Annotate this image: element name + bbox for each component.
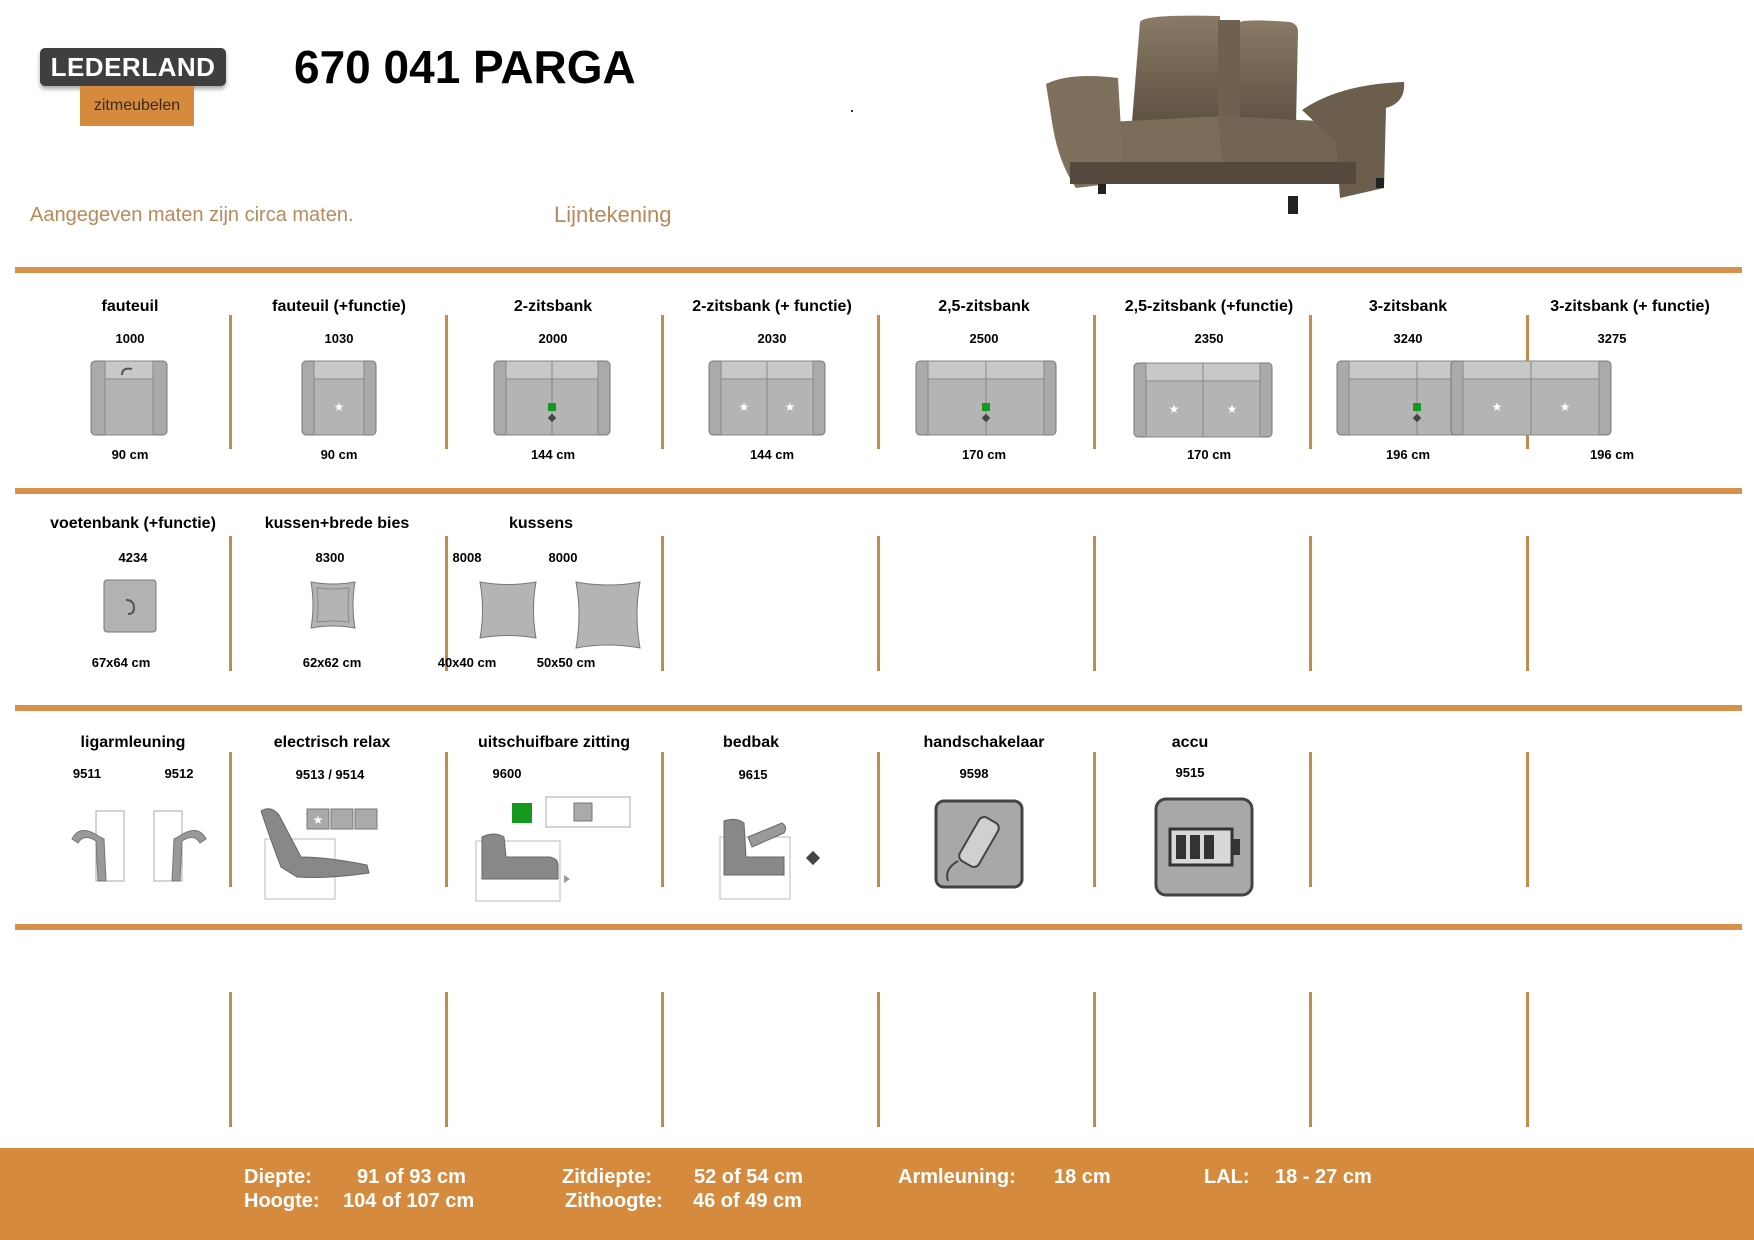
- item-accu[interactable]: [1095, 731, 1309, 901]
- seat-depth-label: Zitdiepte:: [562, 1166, 652, 1188]
- item-label: fauteuil: [101, 298, 159, 315]
- item-code: 2030: [757, 331, 787, 346]
- battery-icon: [1154, 797, 1254, 897]
- item-label: bedbak: [722, 734, 779, 751]
- depth-value: 91 of 93 cm: [357, 1166, 466, 1188]
- item-2-zitsbank[interactable]: [446, 295, 660, 465]
- item-width: 196 cm: [1589, 447, 1635, 462]
- column-divider: [1526, 752, 1529, 887]
- item-code: 9515: [1175, 765, 1205, 780]
- item-code: 8300: [315, 550, 345, 565]
- item-label: 3-zitsbank (+ functie): [1550, 298, 1710, 315]
- item-label: 2,5-zitsbank (+functie): [1124, 298, 1294, 315]
- svg-text:★: ★: [333, 400, 345, 414]
- sofa-2-function-plan-icon: [707, 359, 827, 437]
- armrest-label: Armleuning:: [898, 1166, 1016, 1188]
- column-divider: [1526, 536, 1529, 671]
- svg-text:★: ★: [1226, 402, 1238, 416]
- item-code: 1030: [324, 331, 354, 346]
- lal-label: LAL:: [1204, 1166, 1250, 1188]
- item-electrisch-relax[interactable]: [229, 731, 443, 901]
- item-width: 144 cm: [530, 447, 576, 462]
- page-title: 670 041 PARGA: [294, 41, 636, 93]
- cushion-50-icon: [572, 578, 644, 652]
- height-label: Hoogte:: [244, 1190, 320, 1212]
- hand-switch-icon: [934, 799, 1024, 889]
- item-label: accu: [1171, 734, 1209, 751]
- separator: [15, 924, 1742, 930]
- relax-recliner-icon: [257, 801, 387, 901]
- item-ligarmleuning[interactable]: [26, 731, 240, 901]
- column-divider: [1093, 992, 1096, 1127]
- item-width: 144 cm: [749, 447, 795, 462]
- column-divider: [1093, 315, 1096, 449]
- column-divider: [1309, 992, 1312, 1127]
- item-code: 2500: [969, 331, 999, 346]
- item-2-5-zitsbank[interactable]: [877, 295, 1091, 465]
- item-label: electrisch relax: [273, 734, 391, 751]
- sofa-2-5-function-plan-icon: [1132, 361, 1274, 439]
- item-label: voetenbank (+functie): [50, 515, 216, 532]
- item-voetenbank[interactable]: [26, 512, 240, 682]
- footer-specs-bar: [0, 1148, 1754, 1240]
- item-3-zitsbank-functie[interactable]: [1491, 295, 1739, 465]
- item-width: 170 cm: [961, 447, 1007, 462]
- item-label: ligarmleuning: [80, 734, 186, 751]
- item-fauteuil-functie[interactable]: [232, 295, 446, 465]
- item-bedbak[interactable]: [648, 731, 862, 901]
- item-fauteuil[interactable]: [23, 295, 237, 465]
- item-label: 2-zitsbank: [513, 298, 593, 315]
- item-label: 2-zitsbank (+ functie): [692, 298, 852, 315]
- footstool-plan-icon: [102, 578, 158, 634]
- sofa-3-function-plan-icon: [1449, 359, 1613, 437]
- item-2-zitsbank-functie[interactable]: [665, 295, 879, 465]
- column-divider: [877, 536, 880, 671]
- seat-depth-value: 52 of 54 cm: [694, 1166, 803, 1188]
- column-divider: [1526, 992, 1529, 1127]
- item-size: 67x64 cm: [91, 655, 151, 670]
- item-code: 2350: [1194, 331, 1224, 346]
- item-size: 62x62 cm: [302, 655, 362, 670]
- item-label: handschakelaar: [923, 734, 1045, 751]
- seat-height-label: Zithoogte:: [565, 1190, 663, 1212]
- armrest-value: 18 cm: [1054, 1166, 1111, 1188]
- item-width: 90 cm: [111, 447, 149, 462]
- svg-text:★: ★: [738, 400, 750, 414]
- fauteuil-function-plan-icon: [300, 359, 378, 437]
- stray-dot: [851, 110, 853, 112]
- item-width: 170 cm: [1186, 447, 1232, 462]
- lederland-logo: [40, 48, 230, 128]
- bedbox-icon: [718, 817, 826, 901]
- column-divider: [661, 992, 664, 1127]
- separator: [15, 705, 1742, 711]
- item-code: 9513 / 9514: [295, 767, 365, 782]
- column-divider: [877, 992, 880, 1127]
- column-divider: [1093, 536, 1096, 671]
- item-code: 1000: [115, 331, 145, 346]
- item-label: fauteuil (+functie): [272, 298, 406, 315]
- item-uitschuifbare-zitting[interactable]: [446, 731, 660, 901]
- item-2-5-zitsbank-functie[interactable]: [1102, 295, 1316, 465]
- line-drawing-label: Lijntekening: [554, 202, 672, 227]
- item-size-a: 40x40 cm: [437, 655, 497, 670]
- item-code: 3240: [1393, 331, 1423, 346]
- item-handschakelaar[interactable]: [877, 731, 1091, 901]
- item-code: 2000: [538, 331, 568, 346]
- armrest-right-icon: [152, 809, 208, 883]
- item-label: kussens: [508, 515, 574, 532]
- column-divider: [661, 315, 664, 449]
- column-divider: [445, 992, 448, 1127]
- item-width: 90 cm: [320, 447, 358, 462]
- sofa-photo: [1040, 12, 1410, 232]
- item-code-a: 9511: [72, 766, 102, 781]
- cushion-40-icon: [476, 578, 540, 642]
- svg-text:★: ★: [784, 400, 796, 414]
- height-value: 104 of 107 cm: [343, 1190, 475, 1212]
- dimensions-note: Aangegeven maten zijn circa maten.: [30, 204, 354, 226]
- cushion-piping-icon: [307, 578, 359, 632]
- item-code-b: 8000: [548, 550, 578, 565]
- item-label: 2,5-zitsbank: [938, 298, 1030, 315]
- item-kussens[interactable]: [437, 512, 660, 682]
- svg-text:★: ★: [312, 813, 324, 827]
- item-size-b: 50x50 cm: [536, 655, 596, 670]
- sofa-2-5-plan-icon: [914, 359, 1058, 437]
- svg-text:★: ★: [1168, 402, 1180, 416]
- item-code-b: 9512: [164, 766, 194, 781]
- separator: [15, 488, 1742, 494]
- item-code: 9598: [959, 766, 989, 781]
- svg-text:★: ★: [1491, 400, 1503, 414]
- seat-height-value: 46 of 49 cm: [693, 1190, 802, 1212]
- item-code: 9600: [492, 766, 522, 781]
- item-width: 196 cm: [1385, 447, 1431, 462]
- sliding-seat-icon: [474, 793, 634, 903]
- item-code: 4234: [118, 550, 148, 565]
- item-label: uitschuifbare zitting: [478, 734, 630, 751]
- item-code: 9615: [738, 767, 768, 782]
- depth-label: Diepte:: [244, 1166, 312, 1188]
- column-divider: [1309, 536, 1312, 671]
- separator: [15, 267, 1742, 273]
- item-code: 3275: [1597, 331, 1627, 346]
- svg-text:★: ★: [1559, 400, 1571, 414]
- armrest-left-icon: [70, 809, 126, 883]
- lal-value: 18 - 27 cm: [1275, 1166, 1372, 1188]
- column-divider: [1309, 752, 1312, 887]
- sofa-2-plan-icon: [492, 359, 612, 437]
- logo-sub: zitmeubelen: [80, 86, 194, 126]
- fauteuil-plan-icon: [89, 359, 169, 437]
- logo-main: LEDERLAND: [40, 48, 226, 86]
- column-divider: [229, 992, 232, 1127]
- item-label: kussen+brede bies: [264, 515, 410, 532]
- item-code-a: 8008: [452, 550, 482, 565]
- item-label: 3-zitsbank: [1368, 298, 1448, 315]
